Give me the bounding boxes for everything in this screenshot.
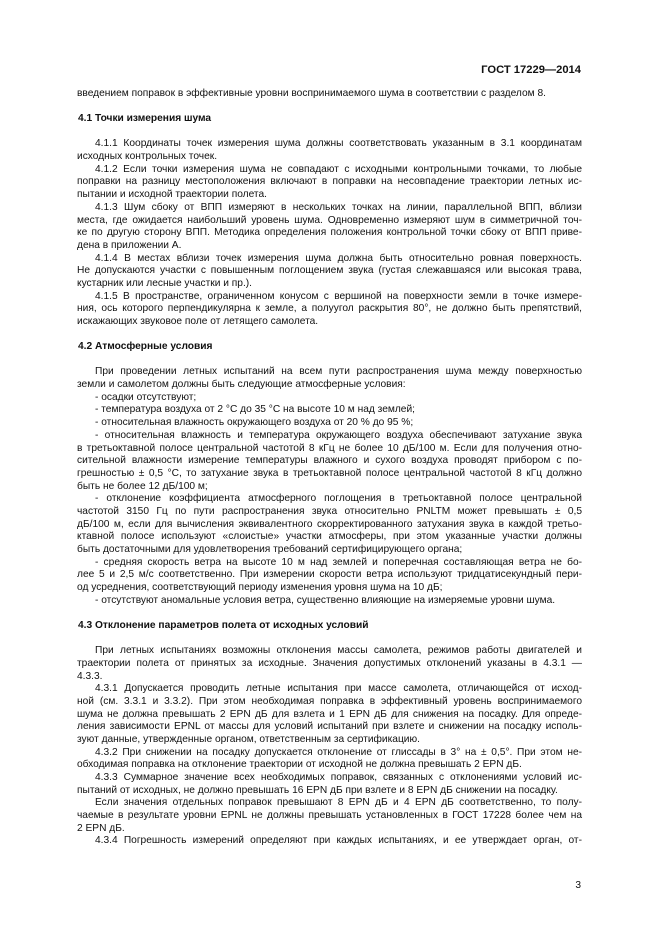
text-line: 4.1.3 Шум сбоку от ВПП измеряют в нескольких точках на линии, параллельной ВПП, вблизи: [95, 201, 582, 213]
text-line: пытаний от исходных, не должно превышать 16 EPN дБ при взлете и 8 EPN дБ снижении на посадку.: [77, 784, 558, 796]
text-line: частотой 3150 Гц по пути распространения звука относительно PNLTM может превышать ± 0,5: [77, 505, 582, 517]
list-item: [77, 557, 582, 595]
list-item: [77, 417, 582, 430]
text-line: 4.1.1 Координаты точек измерения шума должны соответствовать указанным в 3.1 координатам: [95, 138, 582, 150]
text-line: пытании и исходной траектории полета.: [77, 189, 267, 201]
paragraph-4-2-intro: [77, 366, 582, 391]
section-4-3-title: 4.3 Отклонение параметров полета от исходных условий: [78, 619, 369, 631]
text-line: ной (см. 3.3.1 и 3.3.2). При этом необходимая поправка в эффективный уровень воспринимаемого: [77, 695, 582, 707]
text-line: быть достаточными для удовлетворения требований сертифицирующего органа;: [77, 544, 463, 555]
text-line: 4.1.2 Если точки измерения шума не совпадают с исходными контрольными точками, то любые: [95, 163, 582, 175]
paragraph-4-1-3: [77, 202, 582, 253]
paragraph-4-3-3: [77, 772, 582, 797]
text-line: - отклонение коэффициента атмосферного поглощения в третьоктавной полосе центральной: [95, 493, 582, 505]
paragraph-4-3-1: [77, 683, 582, 746]
text-line: ления зависимости EPNL от массы для условий испытаний при взлете и снижении на посадку исполь-: [77, 721, 582, 733]
text-line: 4.1.4 В местах вблизи точек измерения шума должна быть относительно ровная поверхность.: [95, 252, 582, 264]
text-line: дена в приложении А.: [77, 239, 182, 251]
text-line: од усреднения, соответствующий периоду изменения уровня шума на 10 дБ;: [77, 582, 443, 594]
text-line: грешностью ± 0,5 °С, то затухание звука в третьоктавной полосе центральной частотой 8 кГц должно: [77, 467, 582, 479]
text-line: введением поправок в эффективные уровни воспринимаемого шума в соответствии с разделом 8.: [77, 88, 546, 99]
list-item: [77, 595, 582, 608]
text-line: Если значения отдельных поправок превышают 8 EPN дБ и 4 EPN дБ соответственно, то полу-: [95, 797, 582, 809]
text-line: - относительная влажность и температура окружающего воздуха обеспечивают затухание звука: [95, 429, 582, 441]
text-line: в третьоктавной полосе центральной частотой 8 кГц не более 10 дБ/100 м. Если для получения отно-: [77, 442, 582, 454]
paragraph-4-3-4: [77, 835, 582, 848]
text-line: - осадки отсутствуют;: [95, 391, 197, 403]
text-line: обходимая поправка на отклонение траектории от исходной не должна превышать 2 EPN дБ.: [77, 759, 522, 771]
text-line: ке по другую сторону ВПП. Методика определения положения контрольной точки сбоку от ВПП приве-: [77, 227, 582, 239]
list-item: [77, 404, 582, 417]
text-line: лее 5 и 2,5 м/с соответственно. При измерении скорости ветра используют тридцатисекундный пери-: [77, 569, 582, 581]
text-line: 4.3.1 Допускается проводить летные испытания при массе самолета, отличающейся от исход-: [95, 683, 582, 695]
text-line: ния, ось которого перпендикулярна к земле, а полуугол раскрытия 80°, не должно быть препятствий,: [77, 303, 582, 315]
section-4-1-title: 4.1 Точки измерения шума: [78, 113, 212, 125]
text-line: - температура воздуха от 2 °С до 35 °С на высоте 10 м над землей;: [95, 404, 415, 416]
paragraph-4-1-1: [77, 138, 582, 163]
text-line: сительной влажности измерение температуры влажного и сухого воздуха проводят прибором с по-: [77, 455, 582, 467]
paragraph-4-3-intro: [77, 645, 582, 683]
section-4-2-title: 4.2 Атмосферные условия: [78, 341, 213, 353]
text-line: быть не более 12 дБ/100 м;: [77, 480, 208, 492]
text-line: дБ/100 м, если для вычисления эквивалентного скорректированного затухания звука в каждой третьо-: [77, 518, 582, 530]
text-line: чаемые в результате уровни EPNL не должны превышать установленных в ГОСТ 17228 более чем на: [77, 810, 582, 822]
text-line: места, где ожидается наибольший уровень шума. Одновременно измеряют шум в симметричной точ-: [77, 214, 582, 226]
list-item: [77, 493, 582, 556]
text-line: ктавной полосе используют «слоистые» участки атмосферы, при этом указанные участки должны: [77, 531, 582, 543]
text-line: исходных контрольных точек.: [77, 151, 218, 163]
text-line: поправки на разницу местоположения включают в поправки на несовпадение траектории летных ис-: [77, 176, 582, 188]
text-line: зуют данные, утвержденные органом, ответственным за сертификацию.: [77, 733, 420, 745]
standard-number: ГОСТ 17229—2014: [481, 64, 581, 76]
list-item: [77, 392, 582, 405]
paragraph-4-1-2: [77, 164, 582, 202]
text-line: 4.3.3.: [77, 670, 103, 682]
text-line: - отсутствуют аномальные условия ветра, существенно влияющие на измеряемые уровни шума.: [95, 594, 556, 606]
page-number: 3: [575, 880, 581, 891]
text-line: Не допускаются участки с повышенным поглощением звука (густая слежавшаяся или высокая трава,: [77, 265, 582, 277]
text-line: шума не должна превышать 2 EPN дБ для взлета и 1 EPN дБ для снижения на посадку. Для опреде-: [77, 708, 582, 720]
paragraph-4-3-3-cont: [77, 797, 582, 835]
text-line: 4.1.5 В пространстве, ограниченном конусом с вершиной на поверхности земли в точке измере-: [95, 290, 582, 302]
document-body: [77, 88, 582, 848]
text-line: 4.3.4 Погрешность измерений определяют при каждых испытаниях, и ее утверждает орган, от-: [95, 835, 582, 847]
text-line: траектории полета от принятых за исходные. Значения допустимых отклонений указаны в 4.3.1 —: [77, 657, 582, 669]
text-line: земли и самолетом должны быть следующие атмосферные условия:: [77, 379, 406, 391]
text-line: кустарник или лесные участки и пр.).: [77, 277, 252, 289]
paragraph-intro: [77, 88, 582, 101]
text-line: 2 EPN дБ.: [77, 822, 125, 834]
text-line: 4.3.2 При снижении на посадку допускается отклонение от глиссады в 3° на ± 0,5°. При этом не-: [95, 746, 582, 758]
paragraph-4-1-4: [77, 253, 582, 291]
text-line: 4.3.3 Суммарное значение всех необходимых поправок, связанных с отклонениями условий ис-: [95, 772, 582, 783]
text-line: При летных испытаниях возможны отклонения массы самолета, режимов работы двигателей и: [95, 645, 582, 657]
text-line: искажающих звуковое поле от летящего самолета.: [77, 316, 319, 327]
text-line: При проведении летных испытаний на всем пути распространения шума между поверхностью: [95, 366, 582, 378]
list-item: [77, 430, 582, 493]
text-line: - средняя скорость ветра на высоте 10 м над землей и поперечная составляющая ветра не бо-: [95, 556, 582, 568]
text-line: - относительная влажность окружающего воздуха от 20 % до 95 %;: [95, 417, 414, 429]
paragraph-4-1-5: [77, 291, 582, 329]
paragraph-4-3-2: [77, 747, 582, 772]
